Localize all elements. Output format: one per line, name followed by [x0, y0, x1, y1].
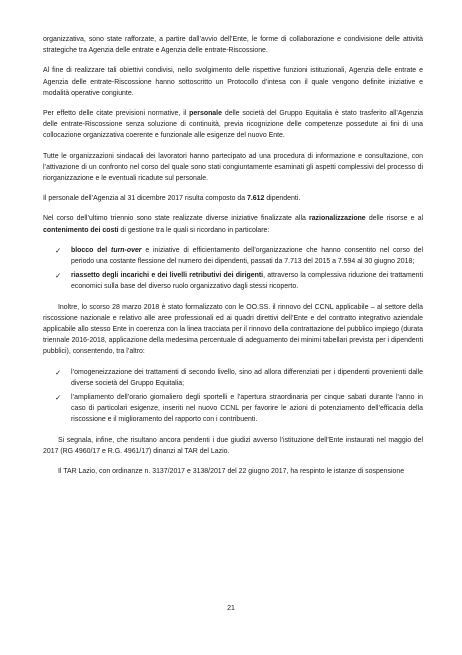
page-number: 21 [227, 605, 235, 612]
list-item-ampliamento-orario: ✓ l’ampliamento dell’orario giornaliero degli sportelli e l’apertura straordinaria per cinque sabati durante l’anno in caso di particolari esigenze, inseriti nel nuovo CCNL per favorire le azioni di potenziamento dell’efficacia della riscossione e il miglioramento del rapporto con i contribuenti. [55, 393, 423, 424]
bold-razionalizzazione: razionalizzazione [309, 215, 366, 223]
list-item-turnover: ✓ blocco del turn-over e iniziative di efficientamento dell’organizzazione che hanno consentito nel corso del periodo una costante flessione del numero dei dipendenti, passati da 7.713 del 2015 a 7.594 al 30 giugno 2018; [55, 245, 423, 266]
list-item-omogeneizzazione: ✓ l’omogeneizzazione dei trattamenti di secondo livello, sino ad allora differenziati per i dipendenti provenienti dalle diverse società del Gruppo Equitalia; [55, 367, 423, 387]
check-icon: ✓ [55, 245, 62, 255]
paragraph-tar-lazio: Il TAR Lazio, con ordinanze n. 3137/2017 e 3138/2017 del 22 giugno 2017, ha respinto le istanze di sospensione [58, 468, 405, 476]
paragraph-collaborazione: organizzativa, sono state rafforzate, a partire dall’avvio dell’Ente, le forme di collaborazione e condivisione delle attività strategiche tra Agenzia delle entrate e Agenzia delle entrate-Riscossione. [43, 36, 423, 55]
paragraph-organizzazioni-sindacali: Tutte le organizzazioni sindacali dei lavoratori hanno partecipato ad una procedura di informazione e consultazione, con l’attivazione di un confronto nel corso del quale sono stati congiuntamente esaminati gli aspetti complessivi del processo di riorganizzazione e le eventuali ricadute sul personale. [43, 152, 423, 183]
paragraph-personale-trasferito: Per effetto delle citate previsioni normative, il personale delle società del Gruppo Equitalia è stato trasferito all’Agenzia delle entrate-Riscossione senza soluzione di continuità, previa ricognizione delle competenze possedute ai fini di una collocazione organizzativa coerente e funzionale alle esigenze del nuovo Ente. [43, 110, 424, 140]
ccnl-benefits-list [43, 367, 423, 426]
initiatives-list [43, 245, 423, 293]
bold-numero-dipendenti: 7.612 [247, 195, 265, 203]
bold-personale: personale [189, 110, 222, 118]
paragraph-giudizi-pendenti: Si segnala, infine, che risultano ancora pendenti i due giudizi avverso l’istituzione dell’Ente instaurati nel maggio del 2017 (RG 4960/17 e R.G. 4961/17) dinanzi al TAR del Lazio. [43, 436, 423, 455]
check-icon: ✓ [55, 393, 62, 403]
bold-contenimento-costi: contenimento dei costi [43, 226, 119, 234]
paragraph-rinnovo-ccnl: Inoltre, lo scorso 28 marzo 2018 è stato formalizzato con le OO.SS. il rinnovo del CCNL applicabile – al settore della riscossione nazionale e relativo alle aree professionali ed ai quadri direttivi dell’Ente e del contratto integrativo aziendale applicabile allo stesso Ente in coerenza con la linea tracciata per il rinnovo della contrattazione del pubblico impiego (durata triennale 2016-2018, applicazione della medesima percentuale di adeguamento dei minimi tabellari prevista per i dipendenti pubblici), consentendo, tra l’altro: [43, 303, 423, 356]
list-item-riassetto-dirigenti: ✓ riassetto degli incarichi e dei livelli retributivi dei dirigenti, attraverso la complessiva riduzione dei trattamenti economici sulla base del diverso ruolo organizzativo dagli stessi ricoperto. [55, 271, 423, 291]
paragraph-razionalizzazione: Nel corso dell’ultimo triennio sono state realizzate diverse iniziative finalizzate alla razionalizzazione delle risorse e al contenimento dei costi di gestione tra le quali si ricordano in particolare: [43, 215, 423, 234]
check-icon: ✓ [55, 367, 62, 377]
check-icon: ✓ [55, 271, 62, 281]
paragraph-protocollo: Al fine di realizzare tali obiettivi condivisi, nello svolgimento delle rispettive funzioni istituzionali, Agenzia delle entrate e Agenzia delle entrate-Riscossione hanno sottoscritto un Protocollo d’intesa con il quale vengono definite iniziative e modalità operative congiunte. [43, 67, 423, 97]
paragraph-numero-dipendenti: Il personale dell’Agenzia al 31 dicembre 2017 risulta composto da 7.612 dipendenti. [43, 195, 301, 203]
